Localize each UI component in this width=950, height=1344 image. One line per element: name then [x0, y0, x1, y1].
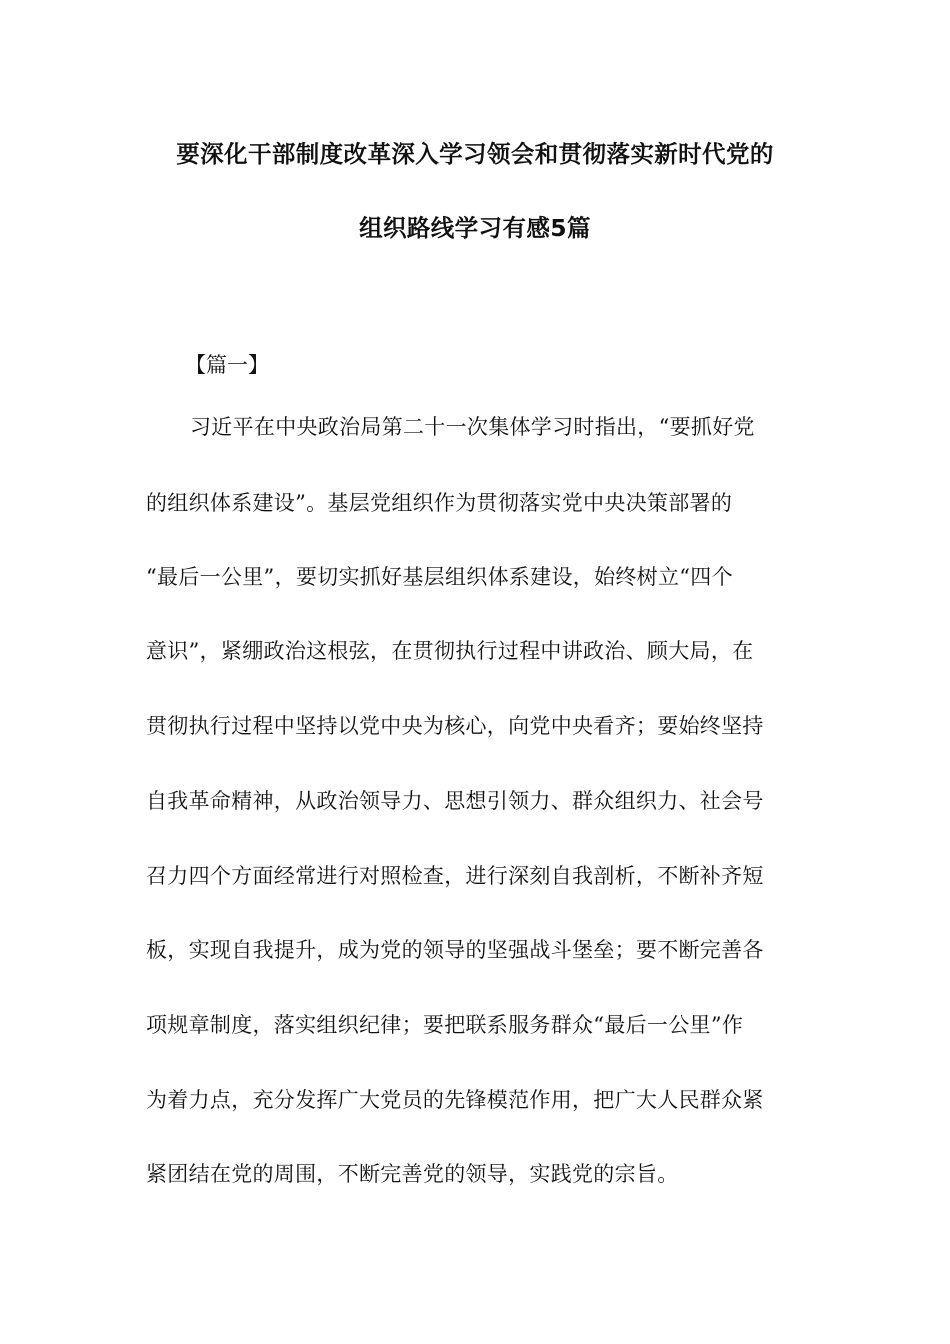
paragraph-line: 板，实现自我提升，成为党的领导的坚强战斗堡垒；要不断完善各 [146, 938, 764, 962]
paragraph-line: 为着力点，充分发挥广大党员的先锋模范作用，把广大人民群众紧 [146, 1088, 764, 1112]
paragraph-line: 自我革命精神，从政治领导力、思想引领力、群众组织力、社会号 [146, 789, 764, 813]
paragraph-line: 紧团结在党的周围，不断完善党的领导，实践党的宗旨。 [146, 1162, 679, 1186]
paragraph-line: “最后一公里”，要切实抓好基层组织体系建设，始终树立“四个 [146, 565, 733, 589]
paragraph-line: 的组织体系建设”。基层党组织作为贯彻落实党中央决策部署的 [146, 491, 733, 515]
document-title-line-1: 要深化干部制度改革深入学习领会和贯彻落实新时代党的 [176, 140, 774, 168]
paragraph-line: 意识”，紧绷政治这根弦，在贯彻执行过程中讲政治、顾大局，在 [146, 639, 754, 663]
paragraph-line: 习近平在中央政治局第二十一次集体学习时指出，“要抓好党 [190, 415, 755, 439]
paragraph-line: 召力四个方面经常进行对照检查，进行深刻自我剖析，不断补齐短 [146, 864, 764, 888]
paragraph-line: 贯彻执行过程中坚持以党中央为核心，向党中央看齐；要始终坚持 [146, 714, 764, 738]
paragraph-line: 项规章制度，落实组织纪律；要把联系服务群众“最后一公里”作 [146, 1013, 744, 1037]
document-title-line-2: 组织路线学习有感5篇 [359, 214, 591, 242]
section-heading: 【篇一】 [185, 353, 269, 377]
